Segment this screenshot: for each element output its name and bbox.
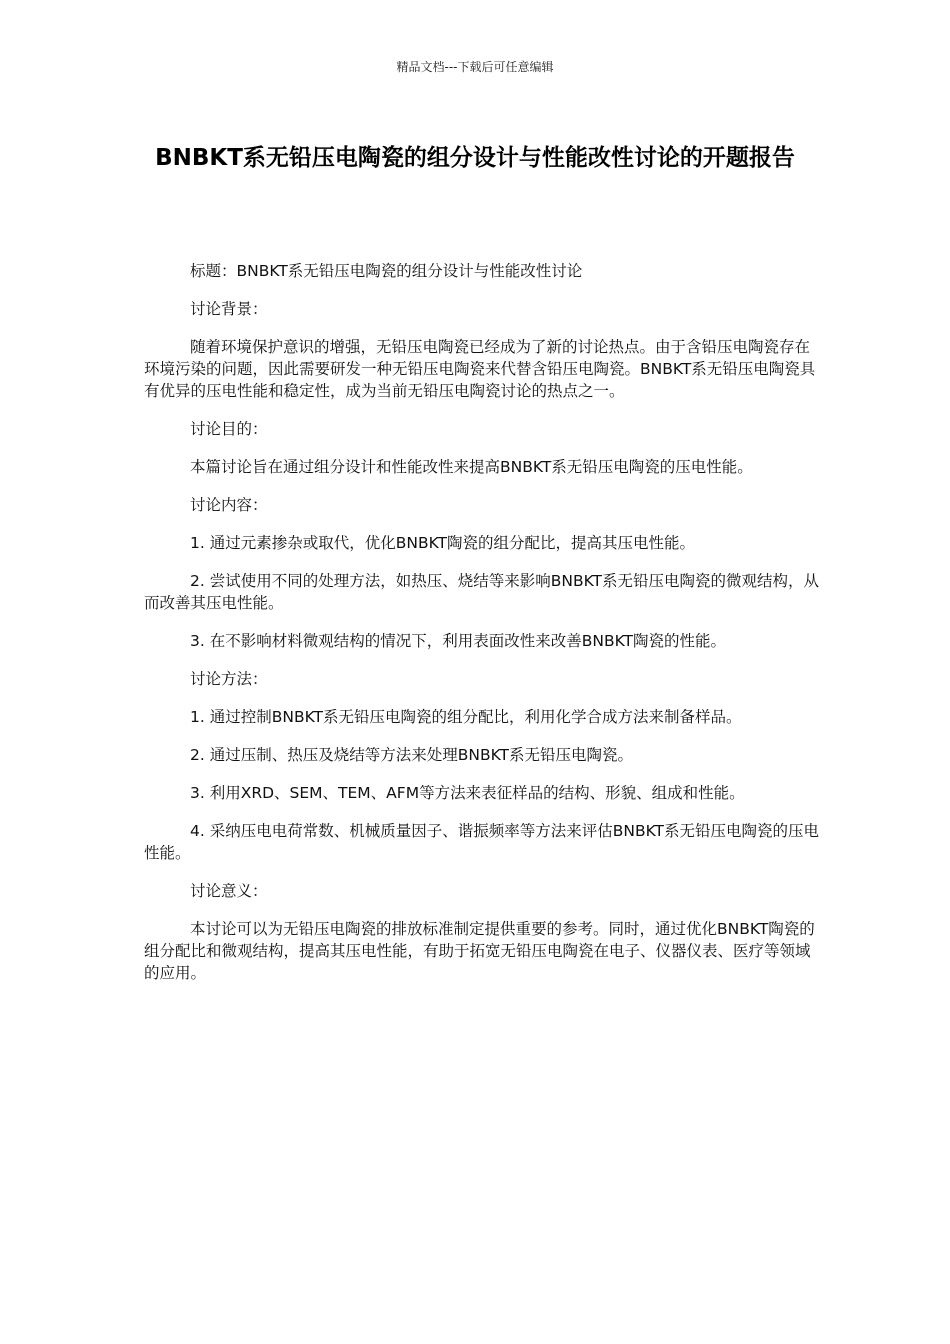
paragraph-content-item-2: 2. 尝试使用不同的处理方法，如热压、烧结等来影响BNBKT系无铅压电陶瓷的微观结构，从而改善其压电性能。 [144, 572, 820, 612]
paragraph-purpose-heading: 讨论目的： [190, 420, 268, 438]
paragraph-method-item-1: 1. 通过控制BNBKT系无铅压电陶瓷的组分配比，利用化学合成方法来制备样品。 [190, 708, 742, 726]
paragraph-method-item-4: 4. 采纳压电电荷常数、机械质量因子、谐振频率等方法来评估BNBKT系无铅压电陶瓷的压电性能。 [144, 822, 820, 862]
paragraph-method-heading: 讨论方法： [190, 670, 268, 688]
paragraph-method-item-2: 2. 通过压制、热压及烧结等方法来处理BNBKT系无铅压电陶瓷。 [190, 746, 634, 764]
paragraph-background-heading: 讨论背景： [190, 300, 268, 318]
paragraph-content-item-3: 3. 在不影响材料微观结构的情况下，利用表面改性来改善BNBKT陶瓷的性能。 [190, 632, 727, 650]
paragraph-method-item-3: 3. 利用XRD、SEM、TEM、AFM等方法来表征样品的结构、形貌、组成和性能。 [190, 784, 745, 802]
paragraph-content-item-1: 1. 通过元素掺杂或取代，优化BNBKT陶瓷的组分配比，提高其压电性能。 [190, 534, 696, 552]
document-title: BNBKT系无铅压电陶瓷的组分设计与性能改性讨论的开题报告 [155, 145, 795, 171]
paragraph-content-heading: 讨论内容： [190, 496, 268, 514]
paragraph-background-text: 随着环境保护意识的增强，无铅压电陶瓷已经成为了新的讨论热点。由于含铅压电陶瓷存在环境污染的问题，因此需要研发一种无铅压电陶瓷来代替含铅压电陶瓷。BNBKT系无铅压电陶瓷具有优异的压电性能和稳定性，成为当前无铅压电陶瓷讨论的热点之一。 [144, 338, 816, 400]
paragraph-significance-heading: 讨论意义： [190, 882, 268, 900]
paragraph-significance-text: 本讨论可以为无铅压电陶瓷的排放标准制定提供重要的参考。同时，通过优化BNBKT陶瓷的组分配比和微观结构，提高其压电性能，有助于拓宽无铅压电陶瓷在电子、仪器仪表、医疗等领域的应用。 [144, 920, 815, 982]
paragraph-title-line: 标题：BNBKT系无铅压电陶瓷的组分设计与性能改性讨论 [190, 262, 583, 280]
header-note: 精品文档---下载后可任意编辑 [396, 60, 554, 74]
paragraph-purpose-text: 本篇讨论旨在通过组分设计和性能改性来提高BNBKT系无铅压电陶瓷的压电性能。 [190, 458, 753, 476]
document-body [144, 260, 820, 1000]
